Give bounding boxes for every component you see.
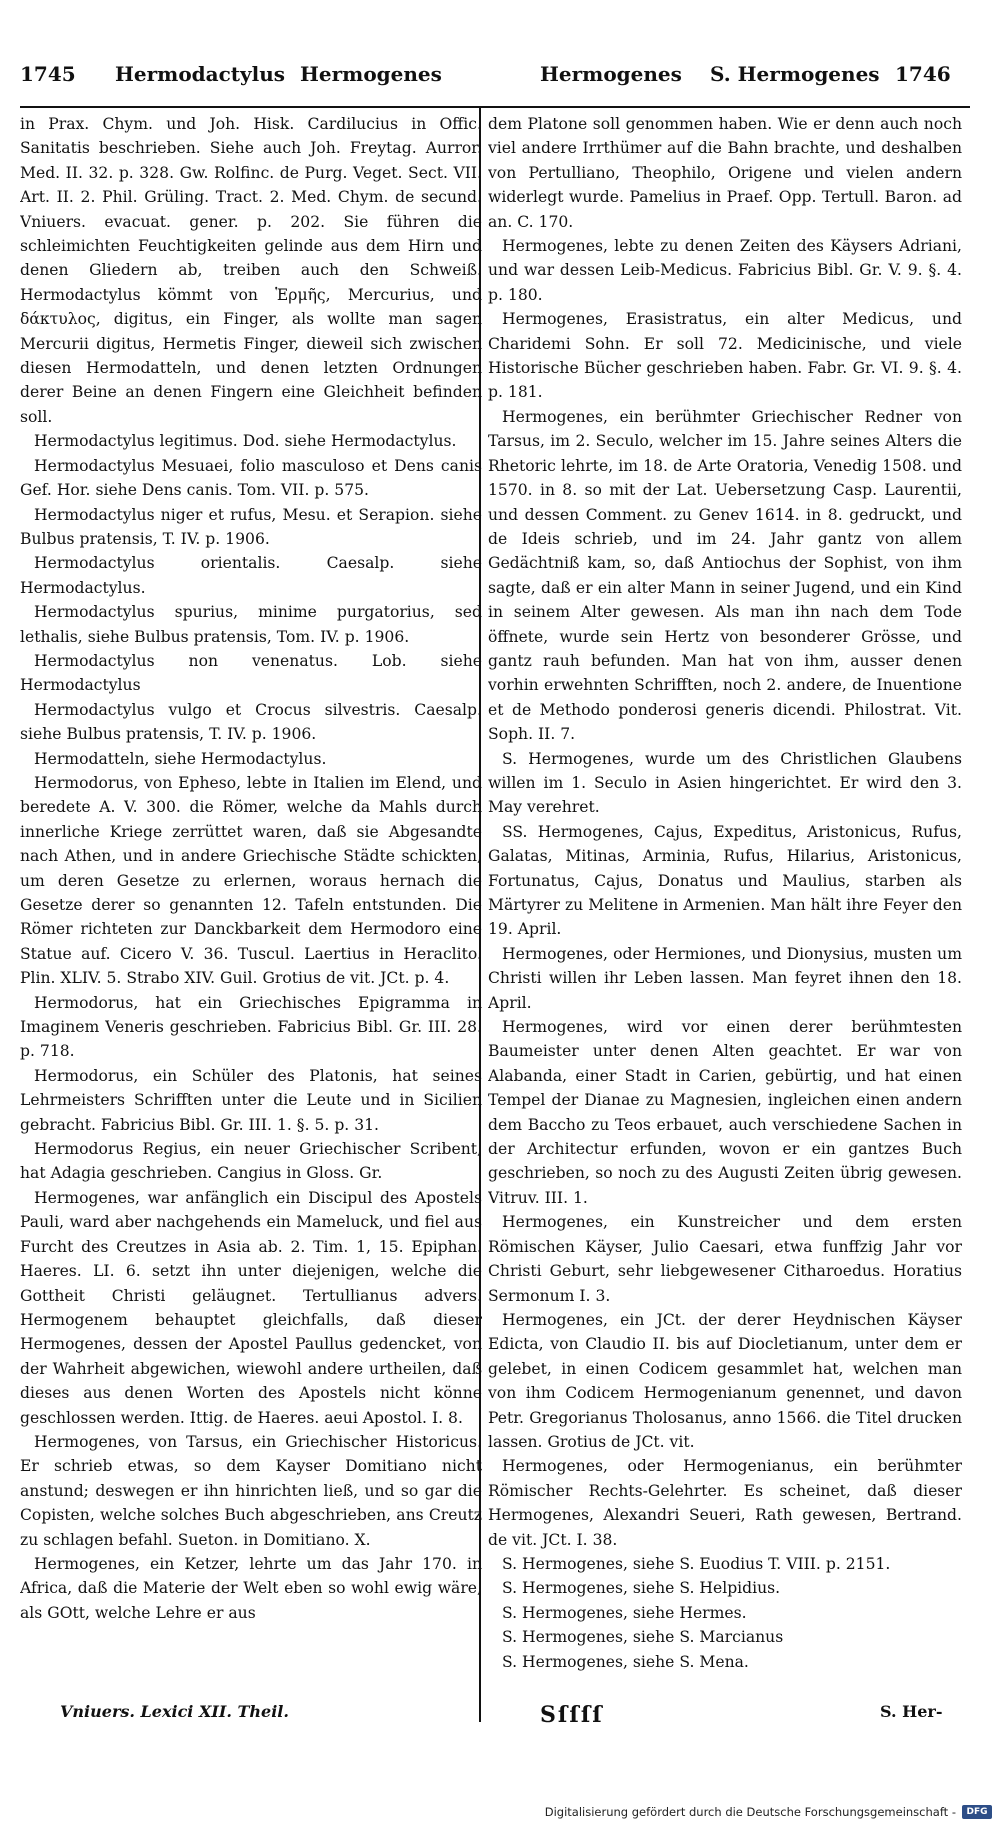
right-column bbox=[488, 112, 962, 1712]
entry: Hermodorus, hat ein Griechisches Epigramma in Imaginem Veneris geschrieben. Fabricius Bibl. Gr. III. 28. p. 718. bbox=[20, 993, 482, 1061]
entry: Hermogenes, von Tarsus, ein Griechischer Historicus. Er schrieb etwas, so dem Kayser Domitiano nicht anstund; deswegen er ihn hinrichten ließ, und so gar die Copisten, welche solches Buch abgeschrieben, ans Creutz zu schlagen befahl. Sueton. in Domitiano. X. bbox=[20, 1432, 482, 1549]
entry: S. Hermogenes, siehe S. Marcianus bbox=[502, 1628, 784, 1647]
entry: in Prax. Chym. und Joh. Hisk. Cardilucius in Offic. Sanitatis beschrieben. Siehe auch Joh. Freytag. Aurror. Med. II. 32. p. 328. Gw. Rolfinc. de Purg. Veget. Sect. VII. Art. II. 2. Phil. Grüling. Tract. 2. Med. Chym. de secund. Vniuers. evacuat. gener. p. 202. Sie führen die schleimichten Feuchtigkeiten gelinde aus dem Hirn und denen Gliedern ab, treiben auch den Schweiß. Hermodactylus kömmt von Ἑρμῆς, Mercurius, und δάκτυλος, digitus, ein Finger, als wollte man sagen Mercurii digitus, Hermetis Finger, dieweil sich zwischen diesen Hermodatteln, und denen letzten Ordnungen derer Beine an denen Fingern eine Gleichheit befinden soll. bbox=[20, 115, 482, 426]
entry: Hermodactylus spurius, minime purgatorius, sed lethalis, siehe Bulbus pratensis, Tom. IV. p. 1906. bbox=[20, 603, 482, 646]
header-right-keyword-1: Hermogenes bbox=[540, 62, 682, 86]
entry: Hermodorus, ein Schüler des Platonis, hat seines Lehrmeisters Schrifften unter die Leute und in Sicilien gebracht. Fabricius Bibl. Gr. III. 1. §. 5. p. 31. bbox=[20, 1066, 482, 1134]
footer-catchword: S. Her- bbox=[880, 1702, 943, 1721]
entry: S. Hermogenes, siehe Hermes. bbox=[502, 1603, 747, 1622]
header-left-keyword-1: Hermodactylus bbox=[115, 62, 286, 86]
entry: Hermodactylus legitimus. Dod. siehe Hermodactylus. bbox=[34, 432, 457, 451]
entry: S. Hermogenes, wurde um des Christlichen Glaubens willen im 1. Seculo in Asien hingerichtet. Er wird den 3. May verehret. bbox=[488, 749, 962, 817]
entry: Hermogenes, Erasistratus, ein alter Medicus, und Charidemi Sohn. Er soll 72. Medicinische, und viele Historische Bücher geschrieben haben. Fabr. Gr. VI. 9. §. 4. p. 181. bbox=[488, 310, 962, 402]
running-header bbox=[20, 62, 970, 102]
entry: Hermodactylus non venenatus. Lob. siehe Hermodactylus bbox=[20, 651, 482, 695]
page-number-right: 1746 bbox=[895, 62, 951, 86]
entry: SS. Hermogenes, Cajus, Expeditus, Aristonicus, Rufus, Galatas, Mitinas, Arminia, Rufus, Hilarius, Aristonicus, Fortunatus, Cajus, Donatus und Maulius, starben als Märtyrer zu Melitene in Armenien. Man hält ihre Feyer den 19. April. bbox=[488, 822, 962, 939]
footer-signature-mark: Sſſſſ bbox=[540, 1702, 604, 1728]
entry: Hermodactylus niger et rufus, Mesu. et Serapion. siehe Bulbus pratensis, T. IV. p. 1906. bbox=[20, 505, 482, 548]
entry: Hermogenes, war anfänglich ein Discipul des Apostels Pauli, ward aber nachgehends ein Mameluck, und fiel aus Furcht des Creutzes in Asia ab. 2. Tim. 1, 15. Epiphan. Haeres. LI. 6. setzt ihn unter diejenigen, welche die Gottheit Christi geläugnet. Tertullianus advers. Hermogenem behauptet gleichfalls, daß dieser Hermogenes, dessen der Apostel Paullus gedencket, von der Wahrheit abgewichen, wiewohl andere urtheilen, daß dieses aus denen Worten des Apostels nicht könne geschlossen werden. Ittig. de Haeres. aeui Apostol. I. 8. bbox=[20, 1188, 482, 1427]
header-rule bbox=[20, 106, 970, 108]
entry: Hermodactylus Mesuaei, folio masculoso et Dens canis Gef. Hor. siehe Dens canis. Tom. VII. p. 575. bbox=[20, 456, 482, 500]
entry: Hermogenes, ein JCt. der derer Heydnischen Käyser Edicta, von Claudio II. bis auf Diocletianum, unter dem er gelebet, in einen Codicem gesammlet hat, welchen man von ihm Codicem Hermogenianum genennet, und davon Petr. Gregorianus Tholosanus, anno 1566. die Titel drucken lassen. Grotius de JCt. vit. bbox=[488, 1310, 962, 1451]
entry: Hermodactylus orientalis. Caesalp. siehe Hermodactylus. bbox=[20, 554, 482, 597]
page-number-left: 1745 bbox=[20, 62, 76, 86]
left-column bbox=[20, 112, 482, 1712]
entry: Hermogenes, lebte zu denen Zeiten des Käysers Adriani, und war dessen Leib-Medicus. Fabricius Bibl. Gr. V. 9. §. 4. p. 180. bbox=[488, 237, 962, 304]
entry: Hermodatteln, siehe Hermodactylus. bbox=[34, 749, 327, 768]
entry: Hermogenes, ein Kunstreicher und dem ersten Römischen Käyser, Julio Caesari, etwa funffzig Jahr vor Christi Geburt, sehr liebgewesener Citharoedus. Horatius Sermonum I. 3. bbox=[488, 1213, 962, 1305]
header-left-keyword-2: Hermogenes bbox=[300, 62, 442, 86]
entry: Hermogenes, ein Ketzer, lehrte um das Jahr 170. in Africa, daß die Materie der Welt eben so wohl ewig wäre, als GOtt, welche Lehre er aus bbox=[20, 1554, 482, 1622]
entry: Hermodactylus vulgo et Crocus silvestris. Caesalp. siehe Bulbus pratensis, T. IV. p. 1906. bbox=[20, 700, 482, 744]
digitization-credit bbox=[545, 1802, 992, 1822]
entry: S. Hermogenes, siehe S. Euodius T. VIII. p. 2151. bbox=[502, 1554, 891, 1573]
entry: Hermogenes, oder Hermogenianus, ein berühmter Römischer Rechts-Gelehrter. Es scheinet, daß dieser Hermogenes, Alexandri Seueri, Rath gewesen, Bertrand. de vit. JCt. I. 38. bbox=[488, 1457, 962, 1549]
credit-text: Digitalisierung gefördert durch die Deutsche Forschungsgemeinschaft - bbox=[544, 1805, 956, 1819]
entry: dem Platone soll genommen haben. Wie er denn auch noch viel andere Irrthümer auf die Bahn brachte, und deshalben von Pertulliano, Theophilo, Origene und vielen andern widerlegt wurde. Pamelius in Praef. Opp. Tertull. Baron. ad an. C. 170. bbox=[488, 115, 962, 231]
entry: S. Hermogenes, siehe S. Helpidius. bbox=[502, 1579, 781, 1598]
entry: Hermodorus, von Epheso, lebte in Italien im Elend, und beredete A. V. 300. die Römer, welche da Mahls durch innerliche Kriege zerrüttet waren, daß sie Abgesandte nach Athen, und in andere Griechische Städte schickten, um deren Gesetze zu erlernen, woraus hernach die Gesetze derer so genannten 12. Tafeln entstunden. Die Römer richteten zur Danckbarkeit dem Hermodoro eine Statue auf. Cicero V. 36. Tuscul. Laertius in Heraclito. Plin. XLIV. 5. Strabo XIV. Guil. Grotius de vit. JCt. p. 4. bbox=[20, 773, 482, 988]
entry: Hermogenes, wird vor einen derer berühmtesten Baumeister unter denen Alten geachtet. Er war von Alabanda, einer Stadt in Carien, gebürtig, und hat einen Tempel der Dianae zu Magnesien, ingleichen einen andern dem Baccho zu Teos erbauet, auch verschiedene Sachen in der Architectur erfunden, wovon er ein gantzes Buch geschrieben, so noch zu des Augusti Zeiten übrig gewesen. Vitruv. III. 1. bbox=[488, 1018, 962, 1207]
header-right-keyword-2: S. Hermogenes bbox=[710, 62, 880, 86]
entry: Hermogenes, ein berühmter Griechischer Redner von Tarsus, im 2. Seculo, welcher im 15. Jahre seines Alters die Rhetoric lehrte, im 18. de Arte Oratoria, Venedig 1508. und 1570. in 8. so mit der Lat. Uebersetzung Casp. Laurentii, und dessen Comment. zu Genev 1614. in 8. gedruckt, und de Ideis schrieb, und im 24. Jahr gantz von allem Gedächtniß kam, so, daß Antiochus der Sophist, von ihm sagte, daß er ein alter Mann in seiner Jugend, und ein Kind in seinem Alter gewesen. Als man ihn nach dem Tode öffnete, wurde sein Hertz von besonderer Grösse, und gantz rauh befunden. Man hat von ihm, ausser denen vorhin erwehnten Schrifften, noch 2. andere, de Inuentione et de Methodo ponderosi generis dicendi. Philostrat. Vit. Soph. II. 7. bbox=[488, 407, 962, 744]
footer-volume-line: Vniuers. Lexici XII. Theil. bbox=[60, 1702, 289, 1721]
dfg-logo: DFG bbox=[962, 1805, 992, 1819]
entry: S. Hermogenes, siehe S. Mena. bbox=[502, 1652, 749, 1671]
entry: Hermogenes, oder Hermiones, und Dionysius, musten um Christi willen ihr Leben lassen. Man feyret ihnen den 18. April. bbox=[488, 944, 962, 1012]
entry: Hermodorus Regius, ein neuer Griechischer Scribent, hat Adagia geschrieben. Cangius in Gloss. Gr. bbox=[20, 1140, 482, 1183]
